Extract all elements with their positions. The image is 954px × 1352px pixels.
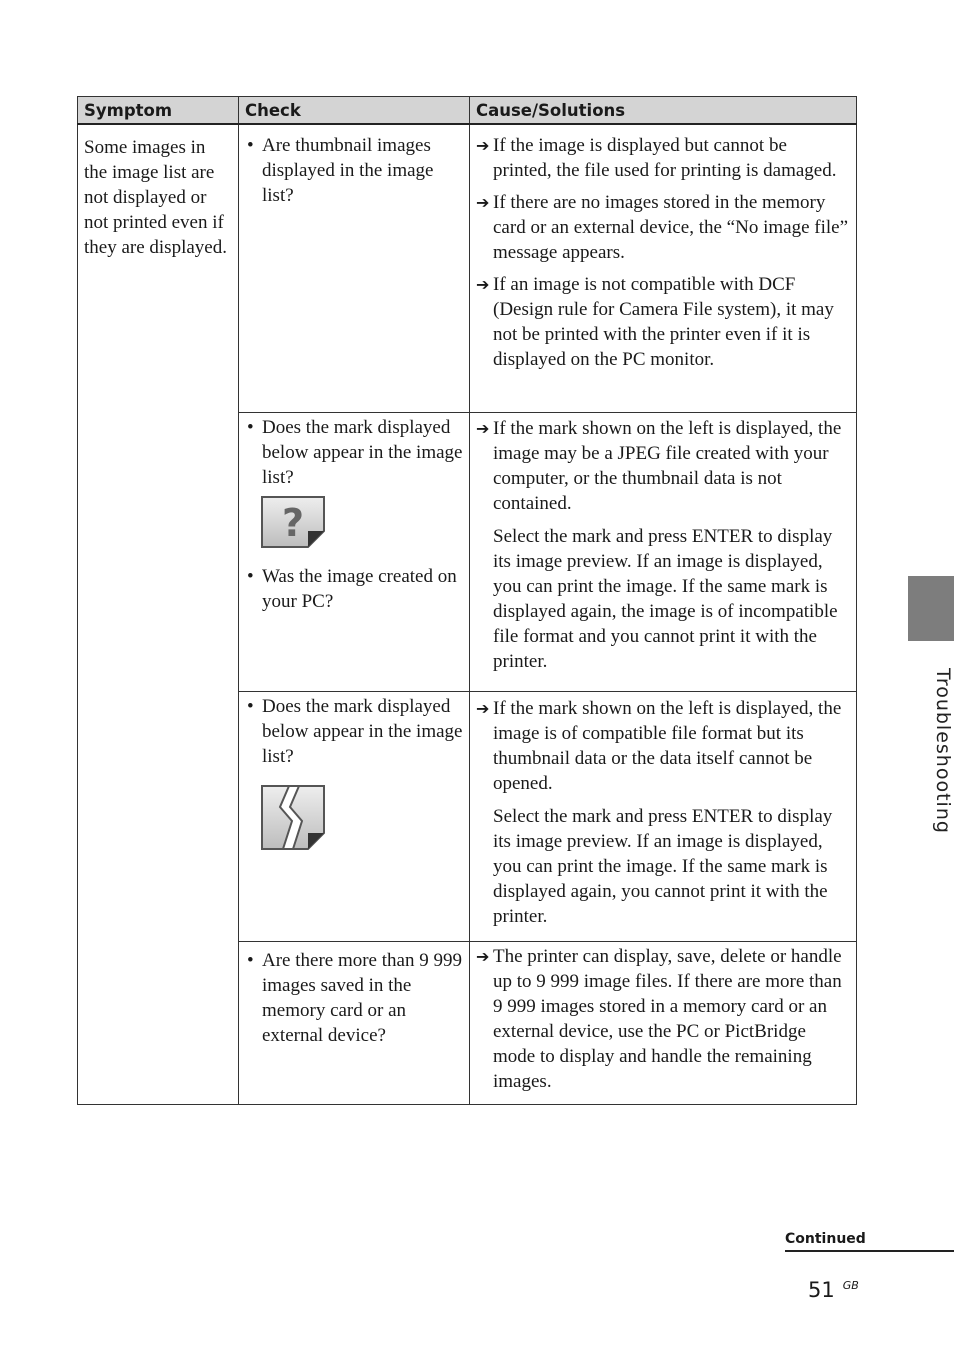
arrow-right-icon: ➔: [476, 418, 490, 438]
arrow-right-icon: ➔: [476, 946, 490, 966]
bullet-icon: •: [247, 949, 254, 971]
cause-item: ➔ If the mark shown on the left is displayed, the image is of compatible file format but its thumbnail data or the data itself cannot be opened.: [476, 697, 842, 794]
svg-text:?: ?: [281, 500, 305, 545]
header-cause-solutions: Cause/Solutions: [470, 97, 857, 125]
check-cell: [239, 124, 470, 412]
check-cell: [239, 941, 470, 1104]
section-tab-marker: [908, 576, 954, 641]
arrow-right-icon: ➔: [476, 698, 490, 718]
cause-cell: [470, 124, 857, 412]
symptom-text: Some images in the image list are not displayed or not printed even if they are displayed.: [84, 137, 227, 258]
arrow-right-icon: ➔: [476, 136, 490, 155]
check-cell: [239, 412, 470, 691]
check-item: • Are thumbnail images displayed in the image list?: [247, 135, 434, 206]
note-text: Select the mark and press ENTER to display its image preview. If an image is displayed, you can print the image. If the same mark is displayed again, you cannot print it with the printer.: [493, 805, 833, 927]
cause-item: ➔ If the image is displayed but cannot be printed, the file used for printing is damaged.: [476, 135, 837, 181]
bullet-icon: •: [247, 135, 254, 156]
cause-cell: [470, 941, 857, 1104]
continued-rule: [785, 1250, 954, 1252]
cause-item: ➔ If there are no images stored in the memory card or an external device, the “No image file” message appears.: [476, 192, 849, 263]
header-check: Check: [239, 97, 470, 125]
check-item: • Are there more than 9 999 images saved in the memory card or an external device?: [247, 949, 462, 1046]
symptom-cell: [78, 124, 239, 1104]
bullet-icon: •: [247, 695, 254, 717]
check-cell: [239, 691, 470, 941]
check-item: • Was the image created on your PC?: [247, 565, 457, 612]
header-symptom: Symptom: [78, 97, 239, 125]
check-item: • Does the mark displayed below appear in the image list?: [247, 695, 463, 767]
page-number: [808, 1278, 859, 1302]
bullet-icon: •: [247, 416, 254, 438]
check-item: • Does the mark displayed below appear in the image list?: [247, 416, 463, 488]
cause-cell: [470, 691, 857, 941]
table-row: [78, 124, 857, 412]
page-number-value: 51: [808, 1278, 835, 1302]
cause-item: ➔ If an image is not compatible with DCF (Design rule for Camera File system), it may not be printed with the printer even if it is displayed on the PC monitor.: [476, 274, 834, 370]
cause-item: ➔ The printer can display, save, delete or handle up to 9 999 image files. If there are more than 9 999 images stored in a memory card or an external device, use the PC or PictBridge mode to display and handle the remaining images.: [476, 945, 842, 1092]
bullet-icon: •: [247, 565, 254, 587]
page-language: GB: [842, 1279, 859, 1292]
table-header-row: [78, 97, 857, 125]
troubleshooting-table: [77, 96, 857, 1105]
question-mark-file-icon: [261, 496, 327, 548]
cause-item: ➔ If the mark shown on the left is displayed, the image may be a JPEG file created with your computer, or the thumbnail data is not contained.: [476, 417, 842, 514]
cause-cell: [470, 412, 857, 691]
arrow-right-icon: ➔: [476, 193, 490, 212]
continued-label: Continued: [785, 1231, 866, 1247]
arrow-right-icon: ➔: [476, 275, 490, 294]
note-text: Select the mark and press ENTER to display its image preview. If an image is displayed, you can print the image. If the same mark is displayed again, the image is of incompatible file format and you cannot print it with the printer.: [493, 525, 838, 672]
section-tab-label: Troubleshooting: [932, 668, 954, 834]
broken-file-icon: [261, 785, 327, 851]
